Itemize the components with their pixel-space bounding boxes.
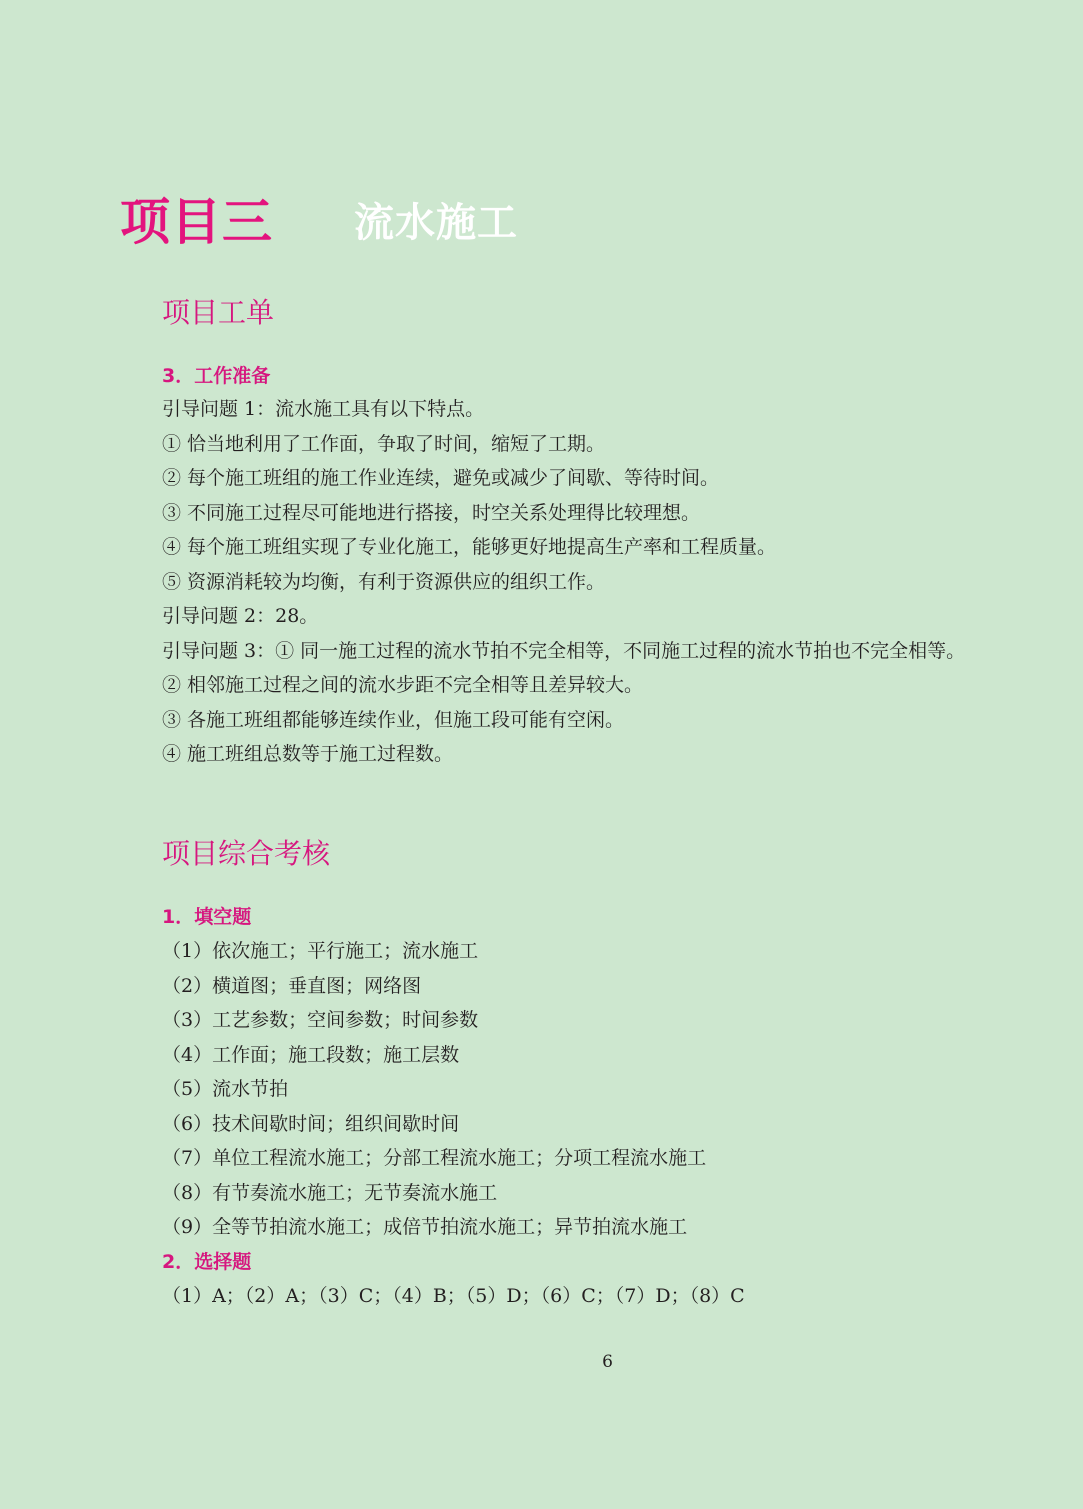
list-item: ① 恰当地利用了工作面，争取了时间，缩短了工期。 <box>162 432 606 455</box>
answer-item: （4）工作面；施工段数；施工层数 <box>162 1043 460 1066</box>
section-heading-work-order: 项目工单 <box>162 296 275 329</box>
list-item: ② 相邻施工过程之间的流水步距不完全相等且差异较大。 <box>162 674 644 696</box>
answer-item: （1）依次施工；平行施工；流水施工 <box>162 940 479 962</box>
answer-item: （1）A；（2）A；（3）C；（4）B；（5）D；（6）C；（7）D；（8）C <box>162 1285 745 1307</box>
list-item: ④ 施工班组总数等于施工过程数。 <box>162 743 454 765</box>
list-item: ⑤ 资源消耗较为均衡，有利于资源供应的组织工作。 <box>162 570 606 593</box>
subheading-fill-blank: 1．填空题 <box>162 906 252 928</box>
answer-item: （3）工艺参数；空间参数；时间参数 <box>162 1009 479 1031</box>
chapter-name: 流水施工 <box>354 200 518 246</box>
list-item: ④ 每个施工班组实现了专业化施工，能够更好地提高生产率和工程质量。 <box>162 536 777 558</box>
paragraph: 引导问题 3：① 同一施工过程的流水节拍不完全相等，不同施工过程的流水节拍也不完全相等。 <box>162 639 966 662</box>
answer-item: （7）单位工程流水施工；分部工程流水施工；分项工程流水施工 <box>162 1147 707 1169</box>
answer-item: （9）全等节拍流水施工；成倍节拍流水施工；异节拍流水施工 <box>162 1216 688 1238</box>
section-heading-comprehensive-assessment: 项目综合考核 <box>162 837 331 870</box>
page-number: 6 <box>602 1352 613 1372</box>
paragraph: 引导问题 1：流水施工具有以下特点。 <box>162 398 485 420</box>
answer-item: （2）横道图；垂直图；网络图 <box>162 974 422 997</box>
subheading-work-preparation: 3．工作准备 <box>162 365 271 387</box>
answer-item: （8）有节奏流水施工；无节奏流水施工 <box>162 1181 498 1204</box>
subheading-choice: 2．选择题 <box>162 1251 252 1273</box>
fill-blank-answers <box>162 934 962 1245</box>
choice-answers <box>162 1279 962 1314</box>
work-preparation-body <box>120 392 970 772</box>
answer-item: （5）流水节拍 <box>162 1078 289 1100</box>
answer-item: （6）技术间歇时间；组织间歇时间 <box>162 1112 460 1135</box>
list-item: ② 每个施工班组的施工作业连续，避免或减少了间歇、等待时间。 <box>162 467 720 489</box>
list-item: ③ 各施工班组都能够连续作业，但施工段可能有空闲。 <box>162 708 625 731</box>
paragraph: 引导问题 2：28。 <box>162 605 319 627</box>
chapter-number: 项目三 <box>120 193 273 251</box>
list-item: ③ 不同施工过程尽可能地进行搭接，时空关系处理得比较理想。 <box>162 501 701 524</box>
